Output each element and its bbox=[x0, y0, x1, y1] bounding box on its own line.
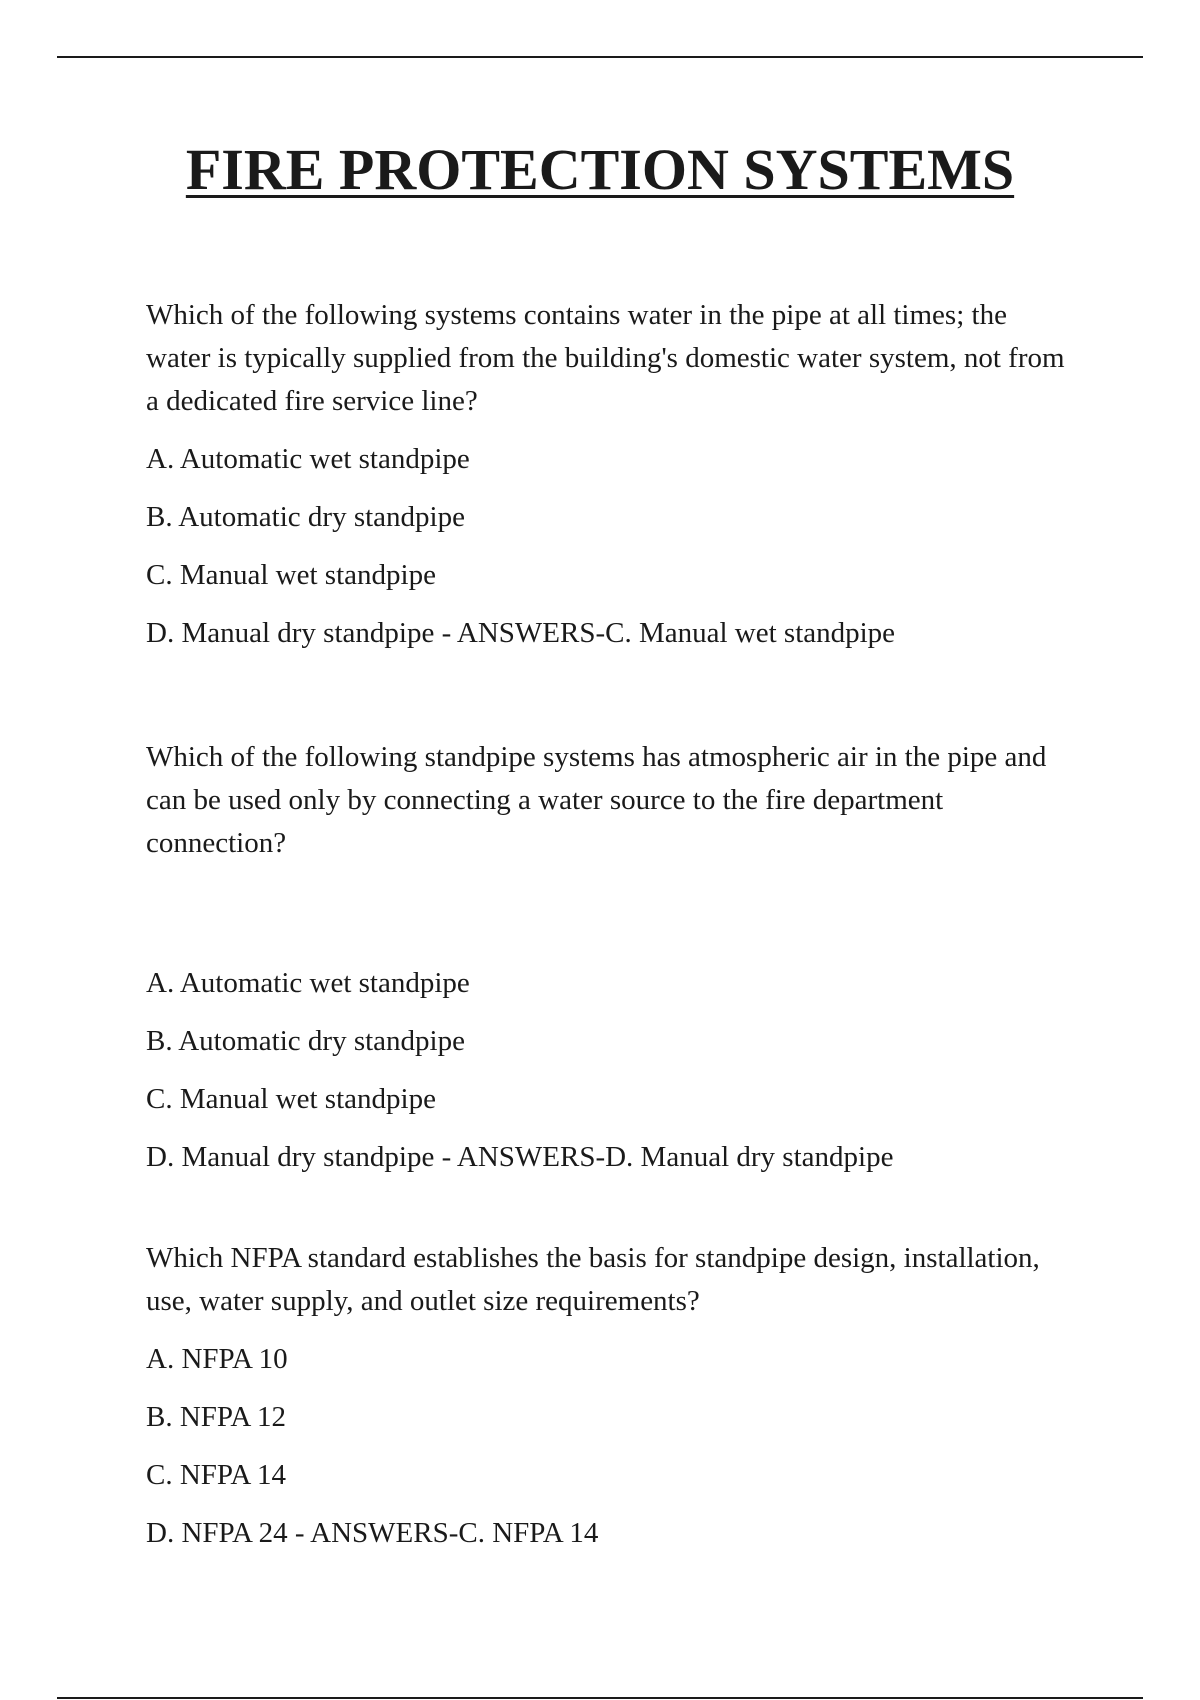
option-d-with-answer: D. NFPA 24 - ANSWERS-C. NFPA 14 bbox=[146, 1517, 599, 1549]
option-d-with-answer: D. Manual dry standpipe - ANSWERS-C. Manual wet standpipe bbox=[146, 617, 896, 649]
option-b: B. Automatic dry standpipe bbox=[146, 501, 465, 533]
option-b: B. Automatic dry standpipe bbox=[146, 1025, 465, 1057]
question-block-3 bbox=[146, 1237, 1066, 1555]
option-b: B. NFPA 12 bbox=[146, 1401, 286, 1433]
option-a: A. Automatic wet standpipe bbox=[146, 967, 470, 999]
bottom-rule bbox=[57, 1697, 1143, 1699]
answer-options bbox=[146, 1338, 1066, 1555]
question-block-1 bbox=[146, 294, 1066, 655]
option-c: C. Manual wet standpipe bbox=[146, 1083, 436, 1115]
option-a: A. Automatic wet standpipe bbox=[146, 443, 470, 475]
question-block-2 bbox=[146, 736, 1066, 1179]
question-text: Which of the following systems contains water in the pipe at all times; the water is typically supplied from the building's domestic water system, not from a dedicated fire service line? bbox=[146, 299, 1065, 417]
question-text: Which of the following standpipe systems has atmospheric air in the pipe and can be used only by connecting a water source to the fire department connection? bbox=[146, 741, 1047, 859]
option-d-with-answer: D. Manual dry standpipe - ANSWERS-D. Manual dry standpipe bbox=[146, 1141, 894, 1173]
option-c: C. NFPA 14 bbox=[146, 1459, 286, 1491]
top-rule bbox=[57, 56, 1143, 58]
question-text: Which NFPA standard establishes the basis for standpipe design, installation, use, water supply, and outlet size requirements? bbox=[146, 1242, 1040, 1317]
option-c: C. Manual wet standpipe bbox=[146, 559, 436, 591]
answer-options bbox=[146, 438, 1066, 655]
option-a: A. NFPA 10 bbox=[146, 1343, 288, 1375]
answer-options bbox=[146, 962, 1066, 1179]
page-title-text: FIRE PROTECTION SYSTEMS bbox=[185, 137, 1015, 202]
page-title bbox=[0, 138, 1200, 202]
